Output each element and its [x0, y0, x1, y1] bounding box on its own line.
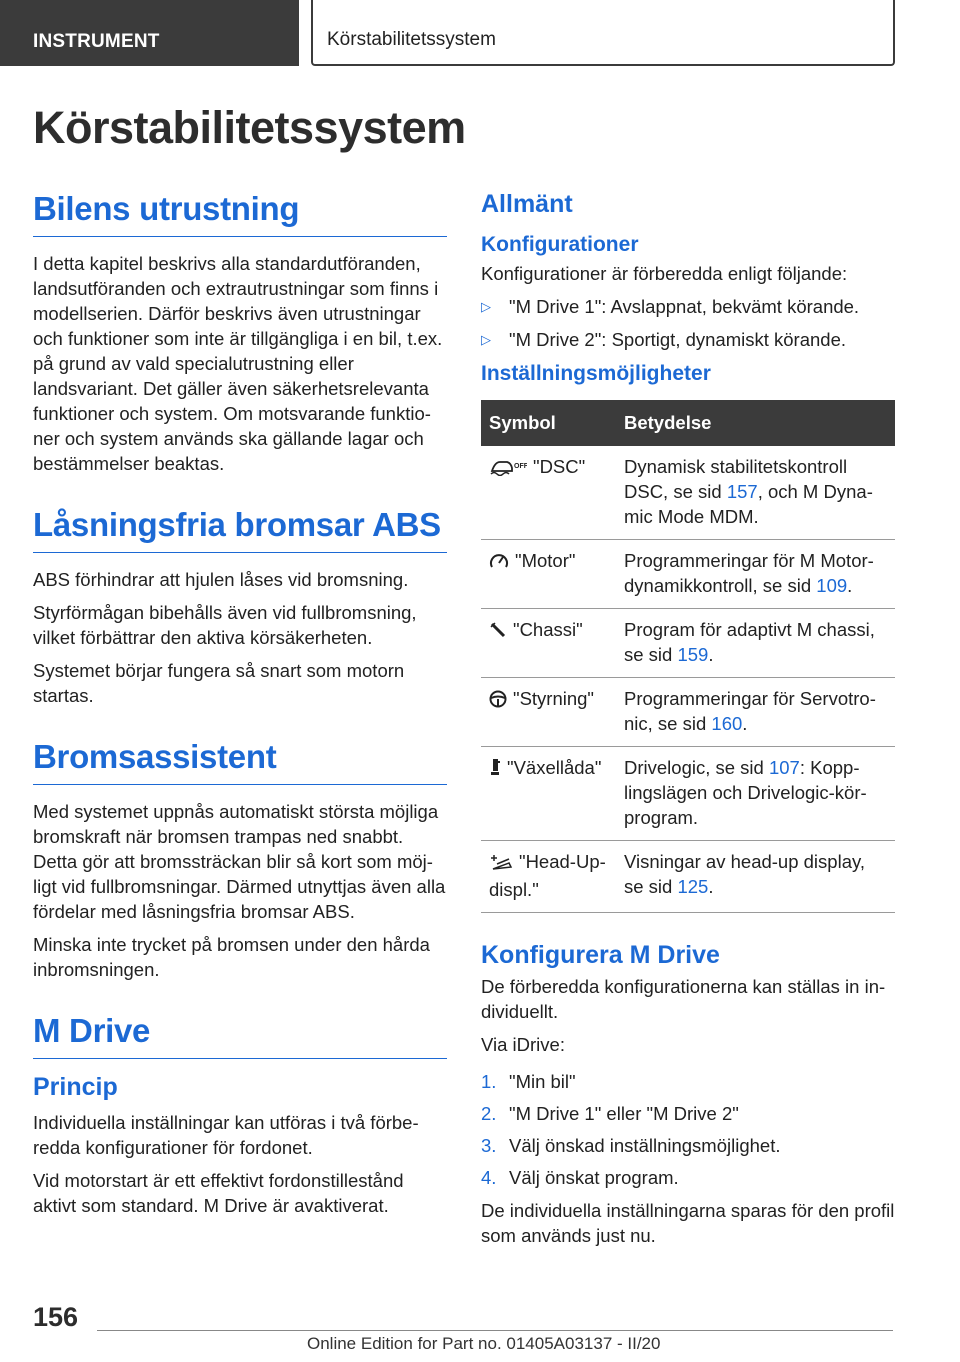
left-column: [33, 190, 447, 1226]
page-link[interactable]: 125: [677, 876, 709, 897]
list-item: 4. Välj önskat program.: [481, 1167, 679, 1188]
configure-text-2: Via iDrive:: [481, 1034, 565, 1055]
subheading-configurations: Konfigurationer: [481, 233, 639, 256]
vehicle-equipment-text: I detta kapitel beskrivs alla standardutföranden, landsutföranden och extrautrustningar som finns i modellserien. Därför beskrivs även utrustningar och funktioner som inte är tillgängliga i en bil, t.ex. på grund av vald specialutrustning eller landsvariant. Det gäller även säkerhetsrelevanta funktioner och system. Om motsvarande funktioner och system används ska gällande lagar och bestämmelser beaktas.: [33, 253, 443, 474]
page-link[interactable]: 159: [677, 644, 709, 665]
triangle-bullet-icon: ▷: [481, 299, 491, 314]
heading-vehicle-equipment: Bilens utrustning: [33, 190, 447, 237]
settings-table: [481, 400, 895, 913]
column-header-symbol: Symbol: [481, 400, 616, 446]
page-link[interactable]: 160: [711, 713, 743, 734]
subheading-principle: Princip: [33, 1073, 118, 1101]
heading-configure-m-drive: Konfigurera M Drive: [481, 941, 720, 969]
configure-steps: [481, 1069, 895, 1190]
gear-shift-icon: [489, 757, 501, 783]
table-row: "Motor" Programmeringar för M Motordynamikkontroll, se sid 109.: [481, 540, 895, 609]
table-row: "Styrning" Programmeringar för Servotronic, se sid 160.: [481, 678, 895, 747]
heading-brake-assist: Bromsassistent: [33, 738, 447, 785]
configurations-intro: Konfigurationer är förberedda enligt följande:: [481, 263, 848, 284]
right-column: [481, 190, 895, 1256]
list-item: 2. "M Drive 1" eller "M Drive 2": [481, 1103, 739, 1124]
triangle-bullet-icon: ▷: [481, 332, 491, 347]
brake-assist-text-2: Minska inte trycket på bromsen under den hårda inbromsningen.: [33, 934, 430, 980]
configure-text-3: De individuella inställningarna sparas för den profil som används just nu.: [481, 1200, 895, 1246]
list-item: ▷ "M Drive 2": Sportigt, dynamiskt körande.: [481, 329, 847, 350]
brake-assist-text-1: Med systemet uppnås automatiskt största möjliga bromskraft när bromsen trampas ned snabbt. Detta gör att bromssträckan blir så kort som möjligt vid fullbromsningar. Därmed utnyttjas även alla fördelar med låsningsfria bromsar ABS.: [33, 801, 446, 922]
svg-text:OFF: OFF: [514, 463, 527, 470]
heading-m-drive: M Drive: [33, 1012, 447, 1059]
heading-general: Allmänt: [481, 190, 573, 218]
principle-text-1: Individuella inställningar kan utföras i två förberedda konfigurationer för fordonet.: [33, 1112, 419, 1158]
column-header-meaning: Betydelse: [616, 400, 895, 446]
footer-divider: [97, 1330, 893, 1331]
abs-text-3: Systemet börjar fungera så snart som motorn startas.: [33, 660, 405, 706]
abs-text-1: ABS förhindrar att hjulen låses vid bromsning.: [33, 569, 409, 590]
configurations-list: [481, 294, 895, 352]
principle-text-2: Vid motorstart är ett effektivt fordonstillestånd aktivt som standard. M Drive är avaktiverat.: [33, 1170, 404, 1216]
footer-text: Online Edition for Part no. 01405A03137 - II/20: [307, 1334, 661, 1353]
subheading-setting-options: Inställningsmöjligheter: [481, 362, 711, 385]
section-tab[interactable]: Körstabilitetssystem: [311, 0, 895, 66]
table-row: "Head-Up-displ." Visningar av head-up display, se sid 125.: [481, 841, 895, 913]
heading-abs: Låsningsfria bromsar ABS: [33, 506, 447, 553]
page-header: [0, 0, 960, 66]
dsc-off-icon: [489, 457, 527, 482]
page-title: Körstabilitetssystem: [33, 102, 466, 153]
speedometer-icon: [489, 551, 509, 576]
shock-absorber-icon: [489, 620, 507, 645]
list-item: 3. Välj önskad inställningsmöjlighet.: [481, 1135, 781, 1156]
page-link[interactable]: 107: [768, 757, 800, 778]
table-header-row: [481, 400, 895, 446]
list-item: ▷ "M Drive 1": Avslappnat, bekvämt körande.: [481, 296, 860, 317]
page-number: 156: [33, 1302, 79, 1332]
configure-text-1: De förberedda konfigurationerna kan ställas in individuellt.: [481, 976, 886, 1022]
page-link[interactable]: 157: [726, 481, 758, 502]
steering-wheel-icon: [489, 689, 507, 714]
chapter-tab[interactable]: INSTRUMENT: [0, 0, 299, 66]
table-row: "Växellåda" Drivelogic, se sid 107: Kopplingslägen och Drivelogic-körprogram.: [481, 747, 895, 841]
table-row: "Chassi" Program för adaptivt M chassi, se sid 159.: [481, 609, 895, 678]
table-row: OFF "DSC" Dynamisk stabilitetskontroll DSC, se sid 157, och M Dynamic Mode MDM.: [481, 446, 895, 540]
page-link[interactable]: 109: [816, 575, 848, 596]
head-up-display-icon: [489, 852, 513, 877]
abs-text-2: Styrförmågan bibehålls även vid fullbromsning, vilket förbättrar den aktiva körsäkerheten.: [33, 602, 417, 648]
list-item: 1. "Min bil": [481, 1071, 576, 1092]
